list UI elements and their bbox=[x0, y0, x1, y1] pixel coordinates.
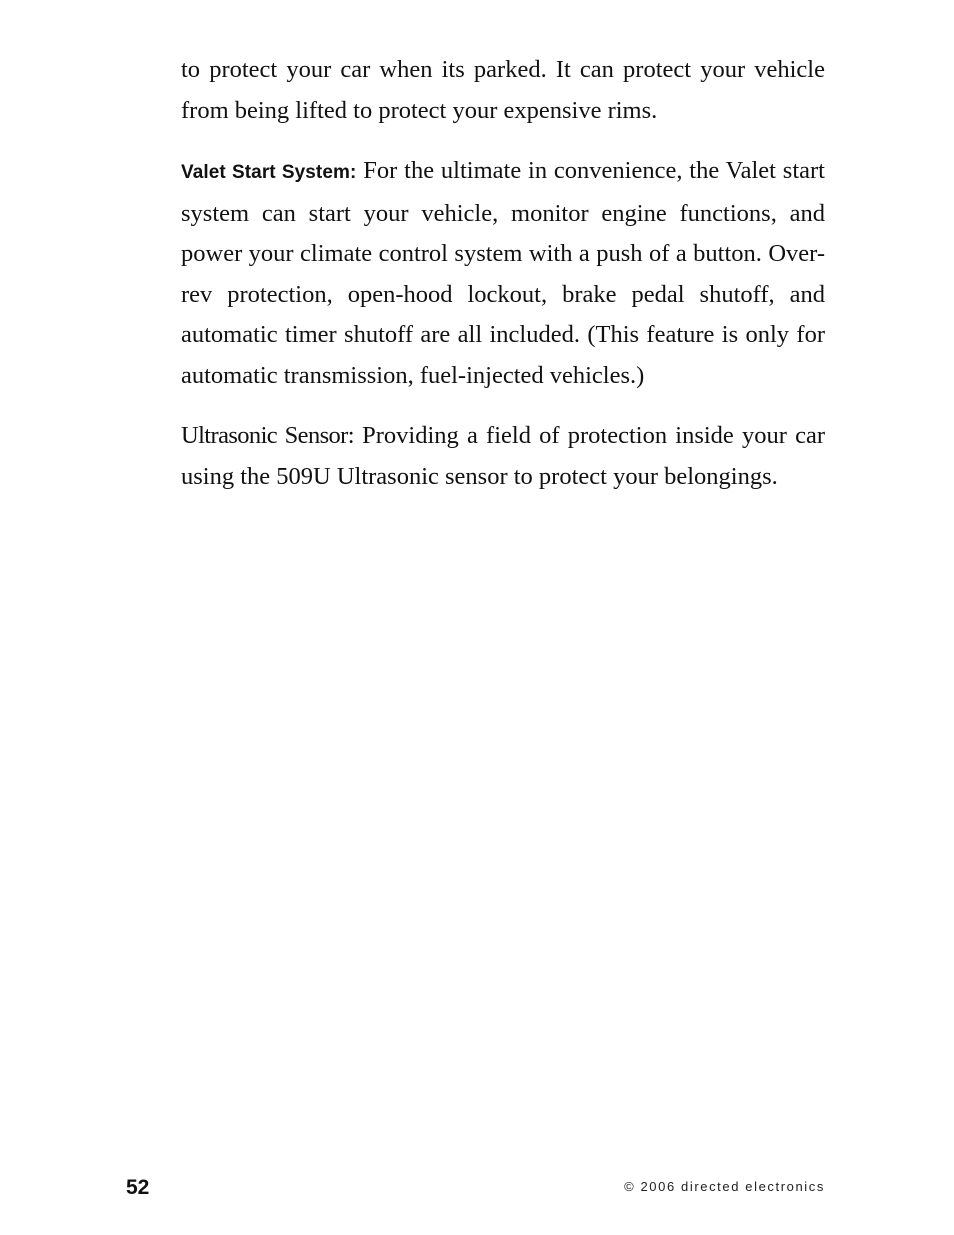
ultrasonic-paragraph bbox=[181, 416, 825, 497]
copyright-notice: © 2006 directed electronics bbox=[624, 1179, 825, 1194]
intro-paragraph: to protect your car when its parked. It can protect your vehicle from being lifted to protect your expensive rims. bbox=[181, 56, 825, 124]
valet-start-paragraph bbox=[181, 151, 825, 396]
ultrasonic-text: Providing a field of protection inside your car using the 509U Ultrasonic sensor to protect your belongings. bbox=[181, 422, 825, 490]
ultrasonic-label: Ultrasonic Sensor: bbox=[181, 422, 354, 449]
valet-start-label: Valet Start System: bbox=[181, 162, 357, 183]
valet-start-text: For the ultimate in convenience, the Valet start system can start your vehicle, monitor engine functions, and power your climate control system with a push of a button. Over-rev protection, open-hood lockout, brake pedal shutoff, and automatic timer shutoff are all included. (This feature is only for automatic transmission, fuel-injected vehicles.) bbox=[181, 157, 825, 389]
page-number: 52 bbox=[126, 1176, 150, 1199]
page-body bbox=[181, 50, 825, 517]
